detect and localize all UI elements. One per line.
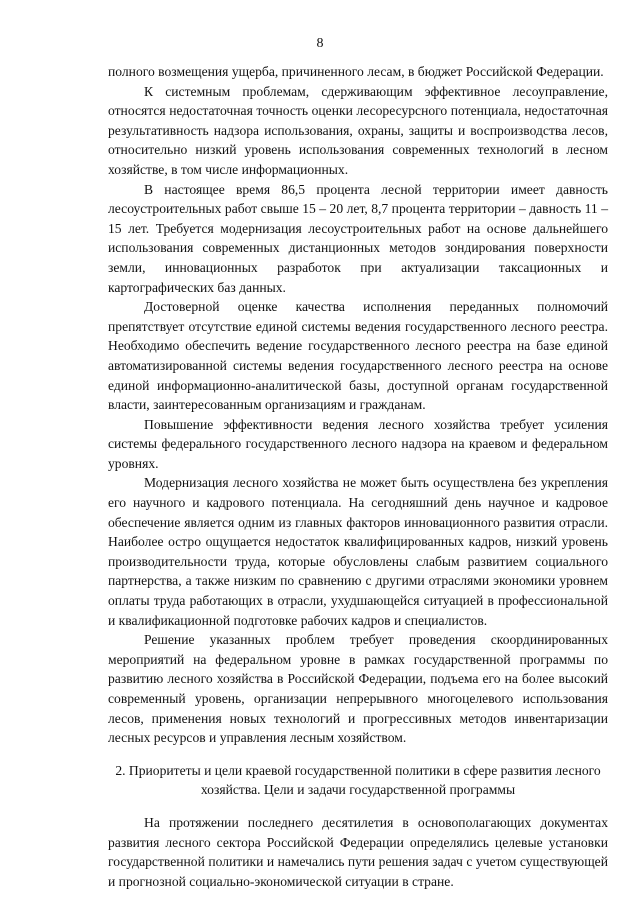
paragraph: полного возмещения ущерба, причиненного лесам, в бюджет Российской Федерации. xyxy=(108,64,604,79)
paragraph: Достоверной оценке качества исполнения переданных полномочий препятствует отсутствие единой системы ведения государственного лесного реестра. Необходимо обеспечить ведение государственного лесного реестра на базе единой автоматизированной системы ведения государственного лесного реестра на основе единой информационно-аналитической базы, доступной органам государственной власти, заинтересованным организациям и гражданам. xyxy=(108,299,608,413)
section-heading xyxy=(108,761,608,800)
paragraph: Повышение эффективности ведения лесного хозяйства требует усиления системы федерального государственного лесного надзора на краевом и федеральном уровнях. xyxy=(108,416,608,471)
paragraph: Решение указанных проблем требует проведения скоординированных мероприятий на федеральном уровне в рамках государственной программы по развитию лесного хозяйства в Российской Федерации, подъема его на более высокий современный уровень, организации непрерывного многоцелевого использования лесов, применения новых технологий и прогрессивных методов инвентаризации лесных ресурсов и управления лесным хозяйством. xyxy=(108,632,608,746)
document-body xyxy=(108,62,608,891)
paragraph: Модернизация лесного хозяйства не может быть осуществлена без укрепления его научного и кадрового потенциала. На сегодняшний день научное и кадровое обеспечение является одним из главных факторов инновационного развития отрасли. Наиболее остро ощущается недостаток квалифицированных кадров, низкий уровень производительности труда, которые обусловлены слабым развитием социального партнерства, а также низким по сравнению с другими отраслями экономики уровнем оплаты труда работающих в отрасли, ухудшающейся ситуацией в профессиональной и квалификационной подготовке рабочих кадров и специалистов. xyxy=(108,475,608,628)
paragraph: В настоящее время 86,5 процента лесной территории имеет давность лесоустроительных работ свыше 15 – 20 лет, 8,7 процента территории – давность 11 – 15 лет. Требуется модернизация лесоустроительных работ на основе дальнейшего использования современных дистанционных методов зондирования поверхности земли, инновационных разработок при актуализации таксационных и картографических баз данных. xyxy=(108,181,608,295)
paragraph: К системным проблемам, сдерживающим эффективное лесоуправление, относятся недостаточная точность оценки лесоресурсного потенциала, недостаточная результативность надзора использования, охраны, защиты и воспроизводства лесов, относительно низкий уровень использования современных технологий в лесном хозяйстве, в том числе информационных. xyxy=(108,83,608,177)
paragraph: На протяжении последнего десятилетия в основополагающих документах развития лесного сектора Российской Федерации определялись целевые установки государственной политики и намечались пути решения задач с учетом существующей и прогнозной социально-экономической ситуации в стране. xyxy=(108,814,608,889)
section-heading-text: 2. Приоритеты и цели краевой государственной политики в сфере развития лесного хозяйства. Цели и задачи государственной программы xyxy=(115,762,601,798)
page-number: 8 xyxy=(316,36,324,51)
